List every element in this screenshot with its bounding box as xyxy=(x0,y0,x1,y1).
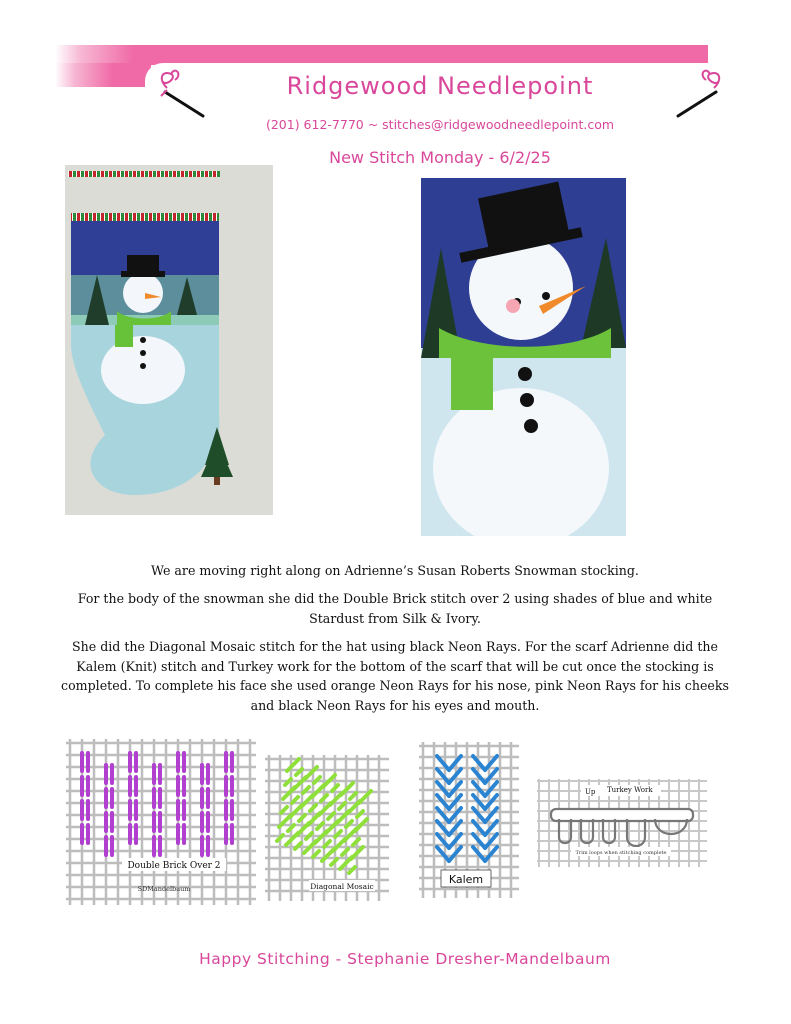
diagonal-mosaic-label: Diagonal Mosaic xyxy=(310,882,374,891)
paragraph-intro: We are moving right along on Adrienne’s Susan Roberts Snowman stocking. xyxy=(151,563,639,578)
paragraph-details: She did the Diagonal Mosaic stitch for the hat using black Neon Rays. For the scarf Adrienne did the Kalem (Knit) stitch and Turkey work for the bottom of the scarf that will be cut once the stocking is completed. To complete his face she used orange Neon Rays for his nose, pink Neon Rays for his cheeks and black Neon Rays for his eyes and mouth. xyxy=(61,639,729,713)
stocking-photo xyxy=(65,165,273,515)
diagonal-mosaic-diagram xyxy=(265,755,389,901)
kalem-label: Kalem xyxy=(448,873,484,886)
signoff: Happy Stitching - Stephanie Dresher-Mandelbaum xyxy=(199,950,611,968)
double-brick-credit: SDMandelbaum xyxy=(137,885,191,893)
shop-name: Ridgewood Needlepoint xyxy=(286,72,594,100)
kalem-diagram xyxy=(419,742,519,898)
turkey-title: Turkey Work xyxy=(607,786,653,794)
needle-thread-icon-right xyxy=(672,68,728,120)
contact-info: (201) 612-7770 ~ stitches@ridgewoodneedlepoint.com xyxy=(265,117,615,132)
turkey-corner-label: Up xyxy=(585,788,596,796)
header-band-top xyxy=(55,45,708,65)
edition-title: New Stitch Monday - 6/2/25 xyxy=(329,148,551,167)
paragraph-body-stitch: For the body of the snowman she did the Double Brick stitch over 2 using shades of blue and white Stardust from Silk & Ivory. xyxy=(77,591,713,626)
turkey-work-diagram xyxy=(537,779,707,867)
double-brick-diagram xyxy=(66,739,256,905)
snowman-closeup-photo xyxy=(421,178,626,536)
double-brick-label: Double Brick Over 2 xyxy=(127,861,221,871)
header-band-left xyxy=(55,63,151,87)
turkey-note: Trim loops when stitching complete xyxy=(575,850,667,856)
